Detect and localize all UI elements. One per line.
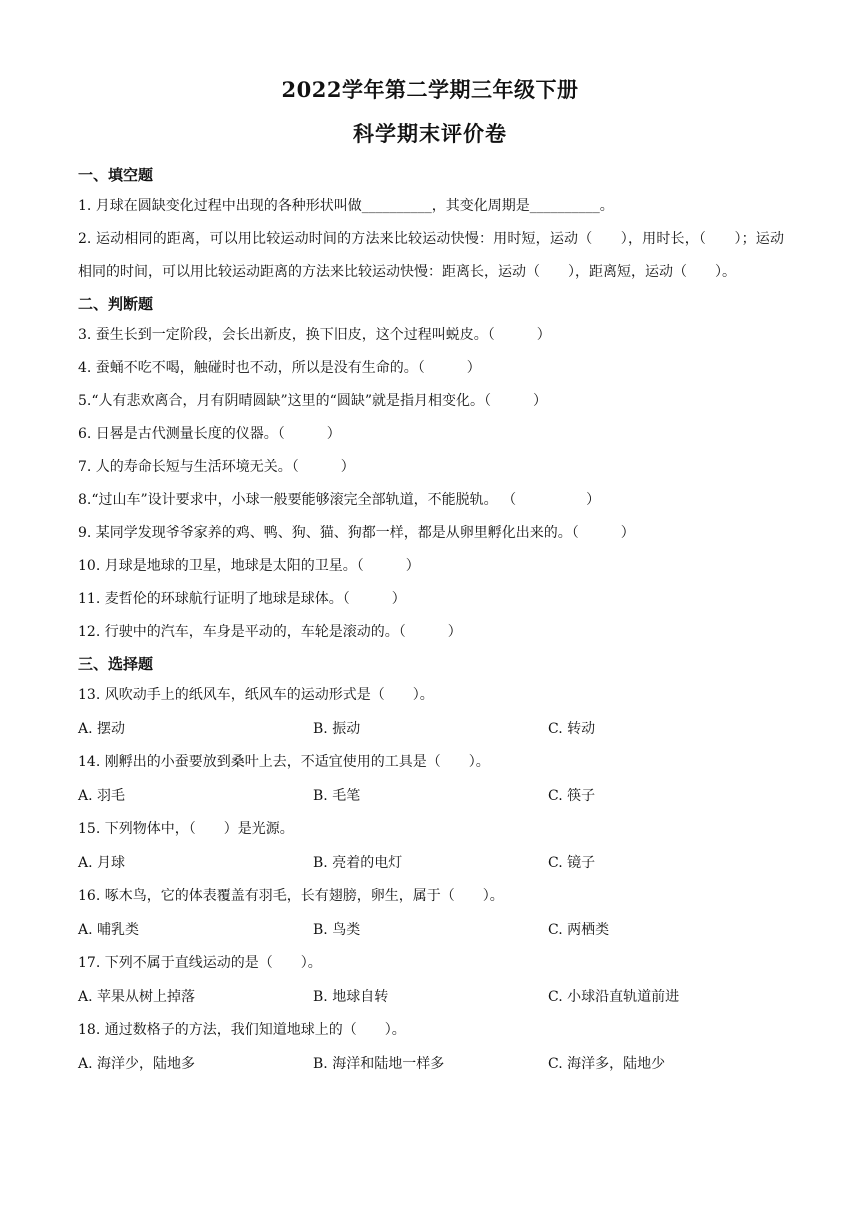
question-17: 17. 下列不属于直线运动的是（ ）。: [78, 955, 322, 971]
option-a: A. 摆动: [78, 721, 126, 737]
option-c: C. 转动: [548, 721, 596, 737]
option-c: C. 海洋多，陆地少: [548, 1056, 666, 1072]
question-4: 4. 蚕蛹不吃不喝，触碰时也不动，所以是没有生命的。（ ）: [78, 360, 481, 376]
option-b: B. 亮着的电灯: [313, 855, 403, 871]
section-heading-fill: 一、填空题: [78, 166, 154, 184]
question-15: 15. 下列物体中，（ ）是光源。: [78, 821, 294, 837]
question-18: 18. 通过数格子的方法，我们知道地球上的（ ）。: [78, 1022, 406, 1038]
question-13: 13. 风吹动手上的纸风车，纸风车的运动形式是（ ）。: [78, 687, 434, 703]
option-a: A. 月球: [78, 855, 126, 871]
exam-body: [78, 160, 784, 1081]
option-a: A. 苹果从树上掉落: [78, 989, 196, 1005]
question-11: 11. 麦哲伦的环球航行证明了地球是球体。（ ）: [78, 591, 406, 607]
question-9: 9. 某同学发现爷爷家养的鸡、鸭、狗、猫、狗都一样，都是从卵里孵化出来的。（ ）: [78, 525, 635, 541]
option-c: C. 镜子: [548, 855, 596, 871]
section-heading-choice: 三、选择题: [78, 655, 154, 673]
question-1: 1. 月球在圆缺变化过程中出现的各种形状叫做__________，其变化周期是__________。: [78, 198, 614, 214]
question-7: 7. 人的寿命长短与生活环境无关。（ ）: [78, 459, 355, 475]
section-heading-judge: 二、判断题: [78, 295, 154, 313]
question-14-options: [78, 779, 784, 813]
question-6: 6. 日晷是古代测量长度的仪器。（ ）: [78, 426, 341, 442]
option-b: B. 毛笔: [313, 788, 361, 804]
option-c: C. 筷子: [548, 788, 596, 804]
option-a: A. 海洋少，陆地多: [78, 1056, 196, 1072]
question-5: 5.“人有悲欢离合，月有阴晴圆缺”这里的“圆缺”就是指月相变化。（ ）: [78, 393, 547, 409]
question-2: 2. 运动相同的距离，可以用比较运动时间的方法来比较运动快慢：用时短，运动（ ），用时长，（ ）；运动相同的时间，可以用比较运动距离的方法来比较运动快慢：距离长，运动（ ），距离短，运动（ ）。: [78, 231, 784, 280]
option-b: B. 地球自转: [313, 989, 389, 1005]
question-16-options: [78, 913, 784, 947]
question-12: 12. 行驶中的汽车，车身是平动的，车轮是滚动的。（ ）: [78, 624, 462, 640]
option-c: C. 小球沿直轨道前进: [548, 989, 680, 1005]
question-10: 10. 月球是地球的卫星，地球是太阳的卫星。（ ）: [78, 558, 420, 574]
question-3: 3. 蚕生长到一定阶段，会长出新皮，换下旧皮，这个过程叫蜕皮。（ ）: [78, 327, 551, 343]
question-14: 14. 刚孵出的小蚕要放到桑叶上去，不适宜使用的工具是（ ）。: [78, 754, 490, 770]
page-subtitle: 科学期末评价卷: [353, 121, 507, 146]
page-title: 2022学年第二学期三年级下册: [281, 77, 579, 102]
option-a: A. 哺乳类: [78, 922, 140, 938]
option-c: C. 两栖类: [548, 922, 610, 938]
option-b: B. 振动: [313, 721, 361, 737]
option-a: A. 羽毛: [78, 788, 126, 804]
option-b: B. 海洋和陆地一样多: [313, 1056, 445, 1072]
question-17-options: [78, 980, 784, 1014]
question-13-options: [78, 712, 784, 746]
question-16: 16. 啄木鸟，它的体表覆盖有羽毛，长有翅膀，卵生，属于（ ）。: [78, 888, 504, 904]
question-18-options: [78, 1047, 784, 1081]
question-15-options: [78, 846, 784, 880]
question-8: 8.“过山车”设计要求中，小球一般要能够滚完全部轨道，不能脱轨。 （ ）: [78, 492, 601, 508]
option-b: B. 鸟类: [313, 922, 361, 938]
